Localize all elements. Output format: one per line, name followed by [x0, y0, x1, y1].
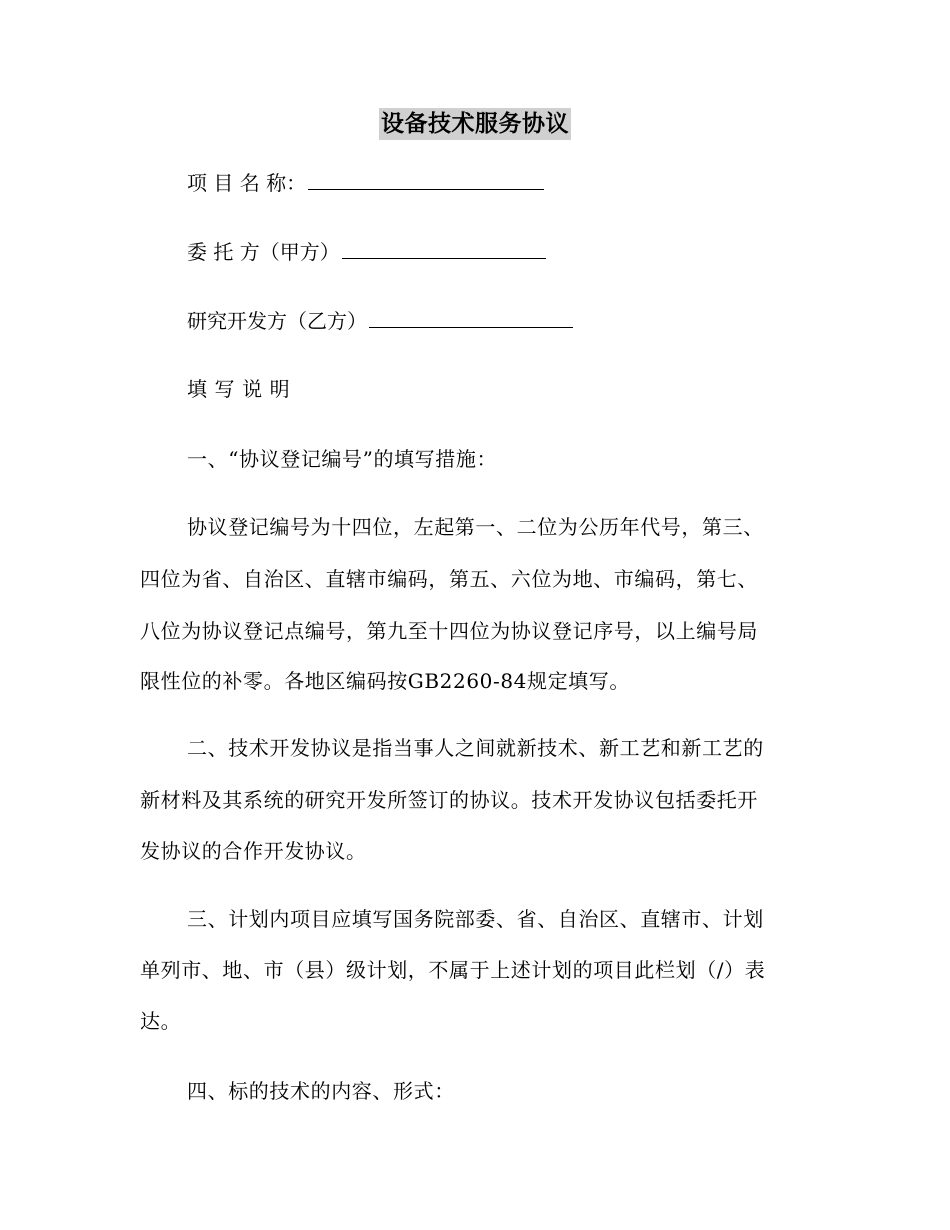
party-a-field: [187, 236, 546, 267]
party-a-label: 委 托 方（甲方）: [187, 240, 340, 264]
section4-heading: 四、标的技术的内容、形式：: [187, 1079, 455, 1103]
party-b-label: 研究开发方（乙方）: [187, 309, 367, 333]
party-b-field: [187, 305, 573, 336]
project-name-label: 项 目 名 称：: [187, 171, 307, 195]
title-wrapper: [0, 108, 950, 140]
paragraph1-line: 八位为协议登记点编号，第九至十四位为协议登记序号，以上编号局: [140, 619, 758, 643]
instructions-heading: 填 写 说 明: [187, 377, 291, 401]
project-name-field: [187, 167, 544, 198]
party-a-blank[interactable]: [342, 236, 546, 259]
party-b-blank[interactable]: [369, 305, 573, 328]
paragraph2-line: 发协议的合作开发协议。: [140, 839, 367, 863]
section1-heading: 一、“协议登记编号”的填写措施：: [187, 447, 498, 471]
paragraph1-line: 限性位的补零。各地区编码按GB2260-84规定填写。: [140, 669, 630, 693]
document-title: 设备技术服务协议: [379, 108, 571, 140]
paragraph3-line: 单列市、地、市（县）级计划，不属于上述计划的项目此栏划（/）表: [140, 958, 766, 982]
paragraph2-line: 新材料及其系统的研究开发所签订的协议。技术开发协议包括委托开: [140, 788, 758, 812]
paragraph1-line: 协议登记编号为十四位，左起第一、二位为公历年代号，第三、: [187, 515, 764, 539]
paragraph1-line: 四位为省、自治区、直辖市编码，第五、六位为地、市编码，第七、: [140, 567, 758, 591]
paragraph3-line: 达。: [140, 1009, 182, 1033]
paragraph2-line: 二、技术开发协议是指当事人之间就新技术、新工艺和新工艺的: [187, 736, 764, 760]
paragraph3-line: 三、计划内项目应填写国务院部委、省、自治区、直辖市、计划: [187, 907, 764, 931]
project-name-blank[interactable]: [308, 167, 544, 190]
